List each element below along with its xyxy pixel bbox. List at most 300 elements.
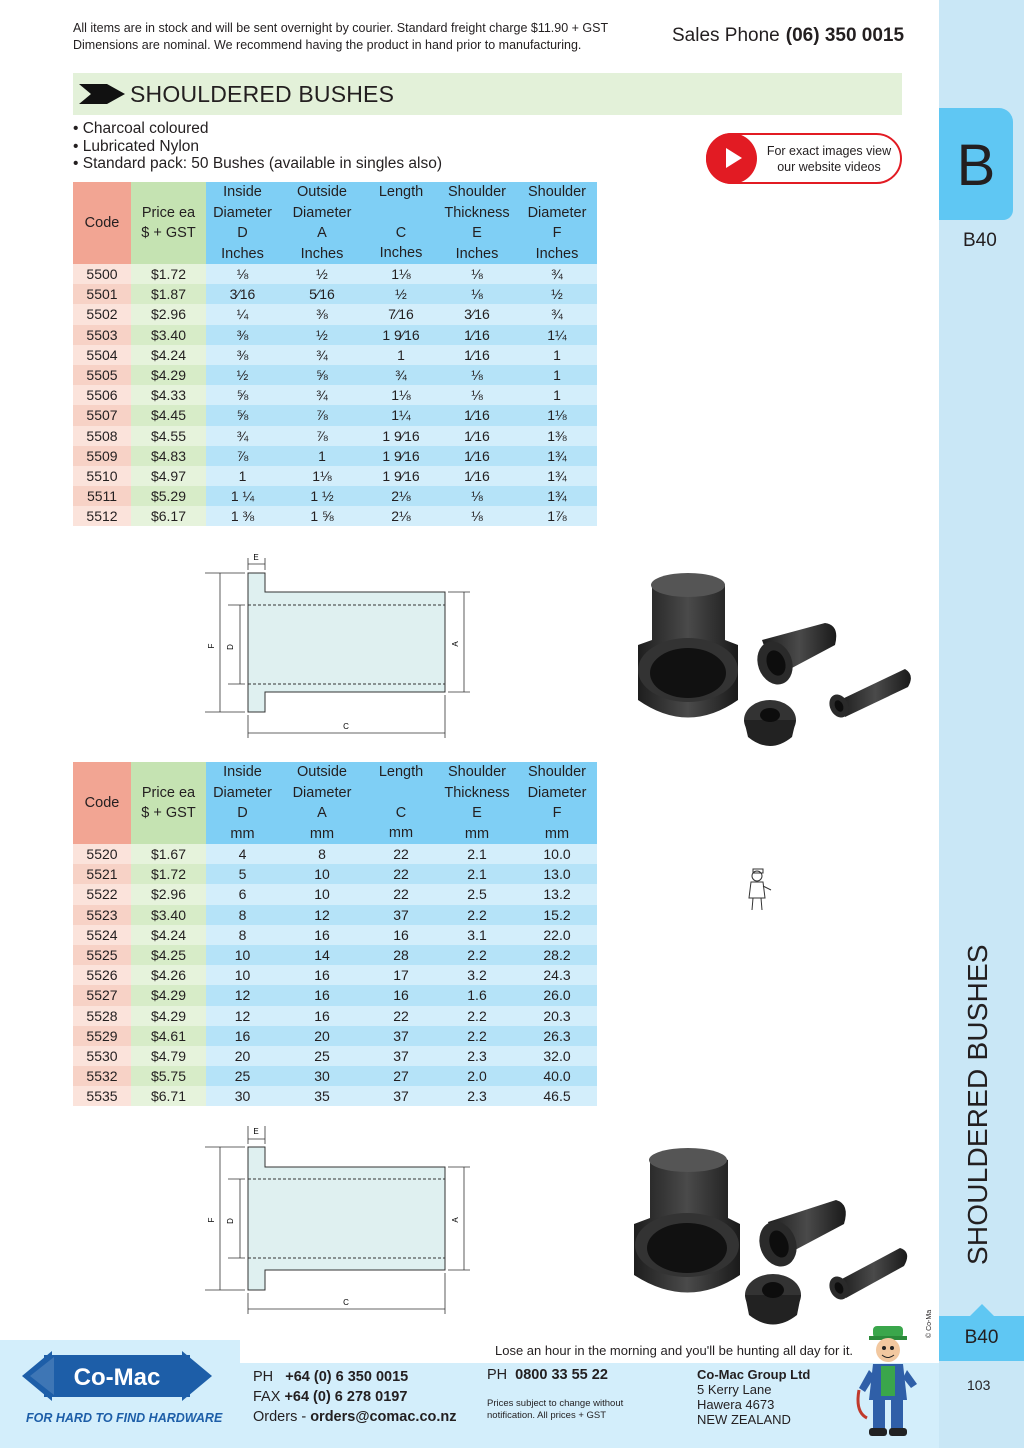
product-code[interactable]: 5504 [73, 345, 131, 365]
table-row [73, 345, 597, 365]
price-cell: $2.96 [131, 304, 206, 324]
dimension-cell: ⅞ [206, 446, 279, 466]
dimension-cell: 2⅛ [365, 506, 437, 526]
dimension-cell: 1 [517, 365, 597, 385]
dimension-cell: ⅞ [279, 405, 365, 425]
column-header [517, 762, 597, 844]
sales-phone [672, 25, 904, 47]
video-line-2: our website videos [777, 160, 881, 174]
dimension-cell: ⅛ [437, 486, 517, 506]
label-c: C [343, 1298, 349, 1307]
table-header-row [73, 762, 597, 844]
dimension-cell: 16 [279, 1006, 365, 1026]
header-line: E [472, 805, 482, 821]
dimension-cell: 2.3 [437, 1086, 517, 1106]
product-code[interactable]: 5529 [73, 1026, 131, 1046]
price-cell: $4.97 [131, 466, 206, 486]
dimension-cell: 1¾ [517, 466, 597, 486]
price-cell: $3.40 [131, 905, 206, 925]
product-code[interactable]: 5506 [73, 385, 131, 405]
label-f: F [207, 1217, 216, 1223]
column-header [73, 762, 131, 844]
column-header [131, 182, 206, 264]
footer-contacts [253, 1367, 457, 1427]
dimension-cell: 1⁄16 [437, 325, 517, 345]
product-code[interactable]: 5503 [73, 325, 131, 345]
header-line: Diameter [527, 204, 587, 221]
header-line: Diameter [213, 204, 272, 221]
table-row [73, 864, 597, 884]
price-cell: $6.71 [131, 1086, 206, 1106]
header-line: Shoulder [527, 184, 587, 200]
price-cell: $4.33 [131, 385, 206, 405]
column-header [206, 762, 279, 844]
list-item: • Standard pack: 50 Bushes (available in singles also) [73, 155, 443, 172]
dimension-cell: 1¾ [517, 486, 597, 506]
dimension-cell: 16 [279, 985, 365, 1005]
header-line: A [317, 805, 327, 821]
dimension-cell: ⅜ [206, 345, 279, 365]
play-icon[interactable] [706, 133, 757, 184]
price-cell: $4.29 [131, 365, 206, 385]
list-item: • Lubricated Nylon [73, 137, 200, 155]
header-line: D [237, 805, 248, 821]
dimension-cell: 1⅛ [365, 264, 437, 284]
header-line: mm [464, 825, 490, 842]
dimension-cell: 7⁄16 [365, 304, 437, 324]
section-tab[interactable] [939, 122, 1013, 220]
table-row [73, 1086, 597, 1106]
website-videos-button[interactable] [706, 133, 902, 184]
company-address [697, 1367, 810, 1427]
product-code[interactable]: 5507 [73, 405, 131, 425]
header-line: C [395, 804, 407, 821]
table-row [73, 945, 597, 965]
table-row [73, 506, 597, 526]
company-name: Co-Mac Group Ltd [697, 1367, 811, 1382]
dimension-cell: ⅛ [437, 506, 517, 526]
table-row [73, 446, 597, 466]
dimension-cell: 32.0 [517, 1046, 597, 1066]
price-cell: $4.26 [131, 965, 206, 985]
column-header [365, 182, 437, 264]
dimension-cell: 10 [279, 884, 365, 904]
dimension-cell: 2.2 [437, 945, 517, 965]
feature-list [73, 120, 442, 173]
dimension-cell: 28 [365, 945, 437, 965]
product-code[interactable]: 5512 [73, 506, 131, 526]
table-row [73, 466, 597, 486]
dimension-cell: 5 [206, 864, 279, 884]
header-line: E [472, 225, 482, 241]
dimension-cell: 1 ¼ [206, 486, 279, 506]
table-row [73, 1006, 597, 1026]
dimension-cell: 8 [279, 844, 365, 864]
section-title-bar [73, 73, 902, 115]
product-code[interactable]: 5535 [73, 1086, 131, 1106]
label-e: E [253, 1127, 259, 1136]
dimension-cell: ⅛ [437, 264, 517, 284]
header-line: mm [544, 825, 570, 842]
ph-label: PH [253, 1369, 274, 1385]
dimension-cell: ½ [279, 264, 365, 284]
header-line: F [552, 225, 562, 241]
ph2-label: PH [487, 1367, 508, 1383]
price-cell: $4.29 [131, 985, 206, 1005]
header-line: A [317, 225, 327, 241]
label-e: E [253, 553, 259, 562]
product-code[interactable]: 5520 [73, 844, 131, 864]
dimension-cell: 2.2 [437, 905, 517, 925]
header-line: Diameter [213, 784, 272, 801]
price-cell: $1.72 [131, 264, 206, 284]
dimension-cell: 30 [206, 1086, 279, 1106]
dimension-cell: 4 [206, 844, 279, 864]
header-line: Inside [223, 184, 262, 200]
dimension-cell: 2⅛ [365, 486, 437, 506]
fax-number[interactable]: +64 (0) 6 278 0197 [284, 1389, 408, 1405]
dimension-cell: 1 [206, 466, 279, 486]
dimension-diagram-inch [200, 550, 480, 740]
column-header [437, 762, 517, 844]
product-code[interactable]: 5508 [73, 426, 131, 446]
dimension-cell: 25 [206, 1066, 279, 1086]
product-code[interactable]: 5530 [73, 1046, 131, 1066]
dimension-cell: 37 [365, 1026, 437, 1046]
price-cell: $4.55 [131, 426, 206, 446]
dimension-cell: ⅜ [206, 325, 279, 345]
page-title: SHOULDERED BUSHES [130, 81, 395, 107]
dimension-cell: ⅛ [437, 385, 517, 405]
price-cell: $4.61 [131, 1026, 206, 1046]
dimension-cell: 1⁄16 [437, 405, 517, 425]
label-d: D [226, 1218, 235, 1224]
dimension-cell: 2.1 [437, 864, 517, 884]
column-header [365, 762, 437, 844]
orders-label: Orders - [253, 1409, 307, 1425]
table-row [73, 284, 597, 304]
dimension-cell: 1 ½ [279, 486, 365, 506]
dimension-cell: ¾ [517, 264, 597, 284]
header-line [365, 783, 437, 803]
dimension-cell: ⅜ [279, 304, 365, 324]
page-code-top: B40 [963, 230, 997, 251]
dimension-cell: 24.3 [517, 965, 597, 985]
table-row [73, 965, 597, 985]
dimension-cell: 37 [365, 905, 437, 925]
header-line: Inside [223, 764, 262, 780]
header-line: Diameter [292, 204, 352, 221]
table-row [73, 405, 597, 425]
dimension-cell: 26.0 [517, 985, 597, 1005]
dimension-cell: 37 [365, 1086, 437, 1106]
vertical-section-title: SHOULDERED BUSHES [962, 944, 993, 1265]
price-cell: $5.75 [131, 1066, 206, 1086]
dimension-cell: 1⁄16 [437, 345, 517, 365]
dimension-cell: 2.3 [437, 1046, 517, 1066]
column-header [437, 182, 517, 264]
address-line: NEW ZEALAND [697, 1412, 791, 1427]
section-letter: B [956, 133, 996, 198]
table-header-row [73, 182, 597, 264]
product-code[interactable]: 5521 [73, 864, 131, 884]
price-cell: $4.24 [131, 345, 206, 365]
table-row [73, 325, 597, 345]
dimension-cell: ¼ [206, 304, 279, 324]
dimension-cell: 13.0 [517, 864, 597, 884]
mascot-sketch-icon [745, 868, 773, 912]
address-line: 5 Kerry Lane [697, 1382, 772, 1397]
table-row [73, 985, 597, 1005]
dimension-cell: 1.6 [437, 985, 517, 1005]
price-cell: $1.67 [131, 844, 206, 864]
product-code[interactable]: 5527 [73, 985, 131, 1005]
dimension-cell: 8 [206, 925, 279, 945]
dimension-cell: ⅝ [279, 365, 365, 385]
dimension-cell: 17 [365, 965, 437, 985]
dimension-cell: 2.2 [437, 1026, 517, 1046]
dimension-cell: 1 9⁄16 [365, 325, 437, 345]
header-line: Shoulder [527, 764, 587, 780]
product-code[interactable]: 5528 [73, 1006, 131, 1026]
product-code[interactable]: 5532 [73, 1066, 131, 1086]
note-line-1: Prices subject to change without [487, 1398, 624, 1409]
dimension-cell: 25 [279, 1046, 365, 1066]
header-line: mm [309, 825, 335, 842]
product-code[interactable]: 5523 [73, 905, 131, 925]
sales-number[interactable]: (06) 350 0015 [785, 25, 905, 46]
header-line [365, 203, 437, 223]
dimension-cell: 20.3 [517, 1006, 597, 1026]
page-code-tab[interactable] [939, 1316, 1024, 1361]
dimension-cell: 2.1 [437, 844, 517, 864]
page-number: 103 [967, 1377, 991, 1393]
shipping-notice [73, 20, 608, 54]
dimension-cell: 1 9⁄16 [365, 426, 437, 446]
dimension-cell: 16 [365, 985, 437, 1005]
product-code[interactable]: 5522 [73, 884, 131, 904]
dimension-cell: ⅝ [206, 385, 279, 405]
dimension-cell: 1⅞ [517, 506, 597, 526]
product-code[interactable]: 5500 [73, 264, 131, 284]
dimension-diagram-mm [200, 1122, 480, 1316]
table-row [73, 385, 597, 405]
dimension-cell: 40.0 [517, 1066, 597, 1086]
label-c: C [343, 722, 349, 731]
dimension-cell: 1¼ [365, 405, 437, 425]
table-row [73, 1026, 597, 1046]
table-row [73, 426, 597, 446]
dimension-cell: 16 [365, 925, 437, 945]
column-header [131, 762, 206, 844]
freephone [487, 1367, 608, 1383]
product-code[interactable]: 5525 [73, 945, 131, 965]
dimension-cell: ½ [206, 365, 279, 385]
dimension-cell: 46.5 [517, 1086, 597, 1106]
dimension-cell: ¾ [517, 304, 597, 324]
header-line: F [552, 805, 562, 821]
dimension-cell: 12 [206, 985, 279, 1005]
table-row [73, 884, 597, 904]
product-code[interactable]: 5502 [73, 304, 131, 324]
header-line: Thickness [444, 204, 510, 221]
dimension-cell: 1 9⁄16 [365, 446, 437, 466]
table-row [73, 925, 597, 945]
header-line: Shoulder [447, 764, 507, 780]
price-cell: $4.24 [131, 925, 206, 945]
table-row [73, 1046, 597, 1066]
price-cell: $3.40 [131, 325, 206, 345]
product-code[interactable]: 5510 [73, 466, 131, 486]
dimension-cell: 1⅛ [365, 385, 437, 405]
price-cell: $4.79 [131, 1046, 206, 1066]
dimension-cell: 10.0 [517, 844, 597, 864]
comac-logo[interactable] [22, 1341, 223, 1425]
table-row [73, 905, 597, 925]
dimension-cell: ⅛ [437, 284, 517, 304]
price-cell: $6.17 [131, 506, 206, 526]
header-line: Diameter [292, 784, 352, 801]
table-row [73, 365, 597, 385]
table-row [73, 264, 597, 284]
dimension-cell: ⅛ [206, 264, 279, 284]
dimension-cell: 3.2 [437, 965, 517, 985]
label-a: A [451, 1217, 460, 1223]
header-line: Thickness [444, 784, 510, 801]
dimension-cell: 27 [365, 1066, 437, 1086]
ph2-number[interactable]: 0800 33 55 22 [515, 1367, 608, 1383]
header-line: $ + GST [141, 225, 196, 241]
dimension-cell: 13.2 [517, 884, 597, 904]
header-line: mm [230, 825, 255, 842]
comac-logo-icon [22, 1341, 212, 1411]
product-code[interactable]: 5509 [73, 446, 131, 466]
dimension-cell: 3.1 [437, 925, 517, 945]
dimension-cell: ½ [517, 284, 597, 304]
dimension-cell: ½ [365, 284, 437, 304]
dimension-cell: 1⅛ [279, 466, 365, 486]
list-item: • Charcoal coloured [73, 120, 209, 137]
logo-slogan: FOR HARD TO FIND HARDWARE [26, 1411, 223, 1425]
header-line: Length [378, 764, 424, 781]
footer-tagline: Lose an hour in the morning and you'll be hunting all day for it. [495, 1343, 854, 1358]
dimension-cell: 1⅛ [517, 405, 597, 425]
dimension-cell: 6 [206, 884, 279, 904]
dimension-cell: 5⁄16 [279, 284, 365, 304]
note-line-2: notification. All prices + GST [487, 1410, 607, 1421]
dimension-cell: 22 [365, 844, 437, 864]
label-f: F [207, 643, 216, 649]
price-cell: $4.83 [131, 446, 206, 466]
product-code[interactable]: 5501 [73, 284, 131, 304]
header-line: Outside [297, 184, 347, 200]
orders-email[interactable]: orders@comac.co.nz [310, 1409, 457, 1425]
dimension-cell: 22.0 [517, 925, 597, 945]
product-code[interactable]: 5524 [73, 925, 131, 945]
dimension-cell: 2.5 [437, 884, 517, 904]
label-a: A [451, 641, 460, 647]
column-header [73, 182, 131, 264]
address-line: Hawera 4673 [697, 1397, 775, 1412]
dimension-cell: ⅞ [279, 426, 365, 446]
inch-size-table [73, 182, 597, 526]
header-line: Inches [379, 245, 423, 262]
dimension-cell: 10 [206, 945, 279, 965]
dimension-cell: ¾ [279, 345, 365, 365]
price-cell: $4.45 [131, 405, 206, 425]
dimension-cell: 16 [279, 965, 365, 985]
dimension-cell: ½ [279, 325, 365, 345]
dimension-cell: 1 [365, 345, 437, 365]
dimension-cell: 35 [279, 1086, 365, 1106]
column-header [206, 182, 279, 264]
dimension-cell: 10 [206, 965, 279, 985]
header-line: Length [378, 184, 424, 201]
bushes-photo-1 [630, 565, 920, 755]
product-code[interactable]: 5511 [73, 486, 131, 506]
video-button-label [760, 143, 898, 175]
price-cell: $4.25 [131, 945, 206, 965]
table-row [73, 486, 597, 506]
dimension-cell: ¾ [206, 426, 279, 446]
product-code[interactable]: 5526 [73, 965, 131, 985]
table-row [73, 304, 597, 324]
dimension-cell: 1⁄16 [437, 446, 517, 466]
header-line: Shoulder [447, 184, 507, 200]
header-line: Code [84, 214, 120, 231]
dimension-cell: 12 [206, 1006, 279, 1026]
dimension-cell: 1 ⅝ [279, 506, 365, 526]
dimension-cell: 10 [279, 864, 365, 884]
header-line: C [395, 224, 407, 241]
dimension-cell: 20 [206, 1046, 279, 1066]
notice-line-1: All items are in stock and will be sent overnight by courier. Standard freight charge $11.90 + GST [73, 21, 609, 35]
table-row [73, 1066, 597, 1086]
dimension-cell: 14 [279, 945, 365, 965]
header-line: D [237, 225, 248, 241]
dimension-cell: 15.2 [517, 905, 597, 925]
ph-number[interactable]: +64 (0) 6 350 0015 [285, 1369, 409, 1385]
dimension-cell: 16 [279, 925, 365, 945]
notice-line-2: Dimensions are nominal. We recommend having the product in hand prior to manufacturing. [73, 38, 582, 52]
dimension-cell: 22 [365, 884, 437, 904]
table-row [73, 844, 597, 864]
price-note [487, 1398, 637, 1422]
header-line: Inches [300, 245, 344, 262]
dimension-cell: 1⅜ [517, 426, 597, 446]
dimension-cell: 30 [279, 1066, 365, 1086]
header-line: Inches [535, 245, 579, 262]
price-cell: $2.96 [131, 884, 206, 904]
logo-text: Co-Mac [73, 1364, 161, 1391]
header-line: Inches [455, 245, 499, 262]
dimension-cell: 16 [206, 1026, 279, 1046]
dimension-cell: 28.2 [517, 945, 597, 965]
video-line-1: For exact images view [766, 144, 892, 158]
product-code[interactable]: 5505 [73, 365, 131, 385]
header-line: $ + GST [141, 805, 196, 821]
dimension-cell: 1 ⅜ [206, 506, 279, 526]
dimension-cell: ¾ [365, 365, 437, 385]
dimension-cell: 12 [279, 905, 365, 925]
sales-label: Sales Phone [672, 25, 780, 46]
dimension-cell: 22 [365, 864, 437, 884]
fax-label: FAX [253, 1389, 281, 1405]
header-line: Price ea [141, 204, 196, 221]
column-header [517, 182, 597, 264]
dimension-cell: 2.0 [437, 1066, 517, 1086]
dimension-cell: 26.3 [517, 1026, 597, 1046]
